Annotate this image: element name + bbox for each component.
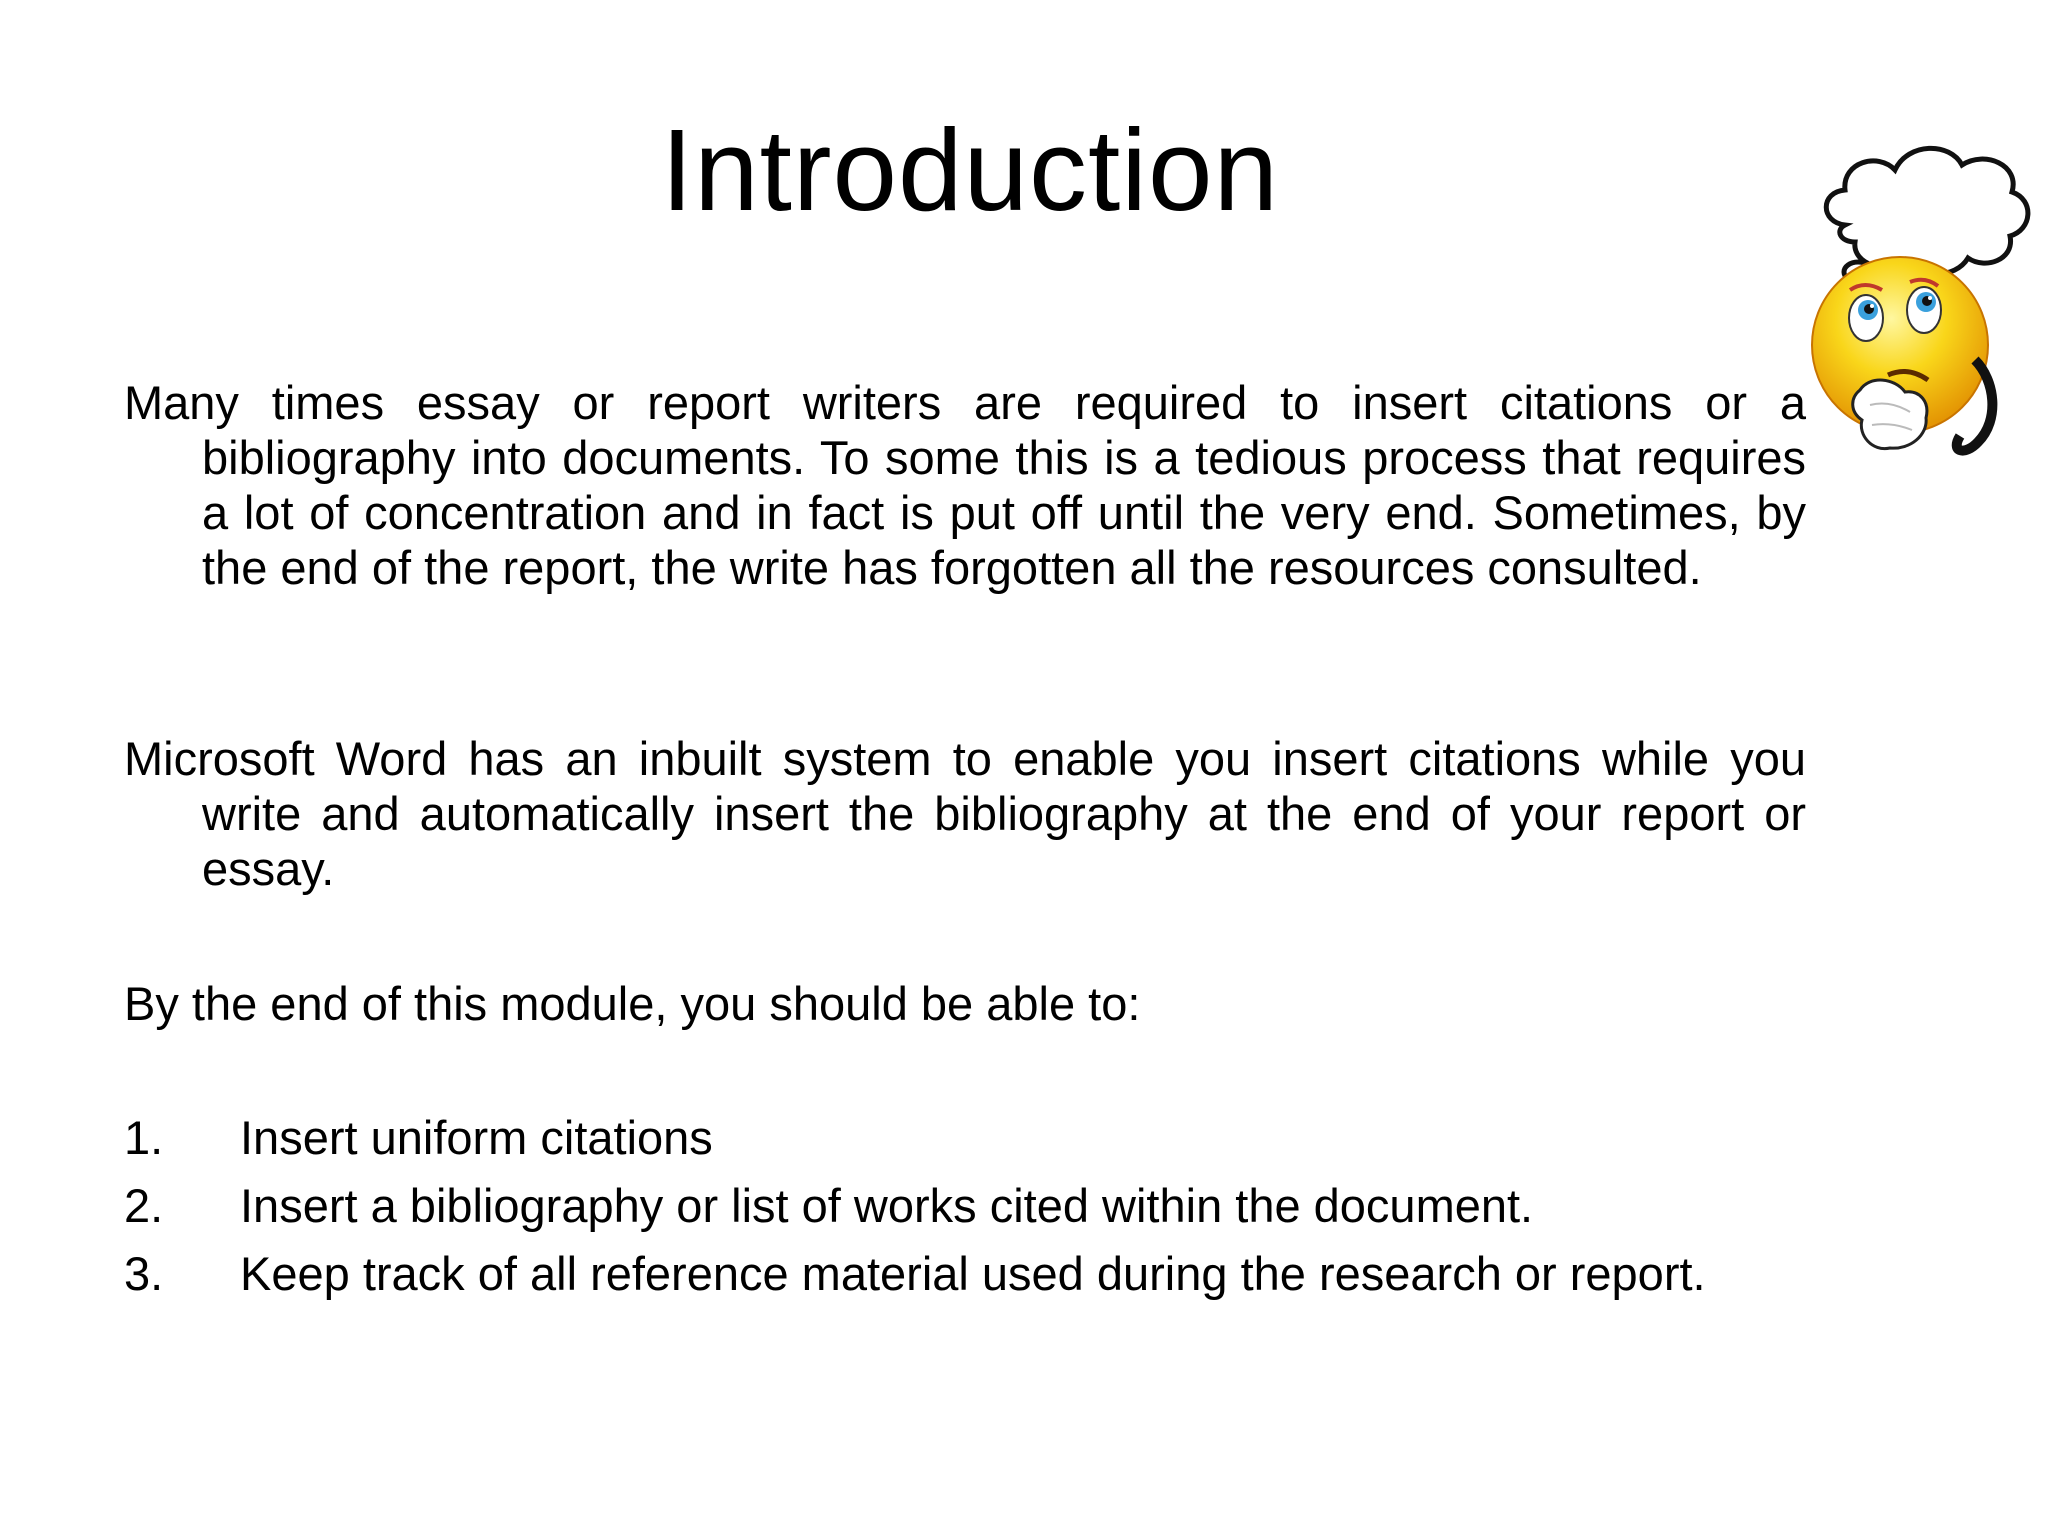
list-item <box>124 1246 1806 1301</box>
objectives-lead-in: By the end of this module, you should be able to: <box>124 977 1141 1030</box>
list-item-text: Insert a bibliography or list of works cited within the document. <box>240 1179 1534 1232</box>
list-item-number: 1. <box>124 1111 164 1164</box>
list-item <box>124 1178 1806 1233</box>
list-item-text: Insert uniform citations <box>240 1111 713 1164</box>
list-item-number: 3. <box>124 1247 164 1300</box>
list-item-text: Keep track of all reference material used during the research or report. <box>240 1247 1706 1300</box>
list-item-number: 2. <box>124 1179 164 1232</box>
list-item <box>124 1110 1806 1165</box>
word-feature-paragraph: Microsoft Word has an inbuilt system to enable you insert citations while you write and automatically insert the bibliography at the end of your report or essay. <box>124 732 1806 895</box>
slide-title: Introduction <box>660 105 1280 235</box>
thinking-smiley-icon <box>1800 130 2040 490</box>
intro-paragraph: Many times essay or report writers are required to insert citations or a bibliography into documents. To some this is a tedious process that requires a lot of concentration and in fact is put off until the very end. Sometimes, by the end of the report, the write has forgotten all the resources consulted. <box>124 376 1806 594</box>
objectives-list <box>124 1110 1806 1314</box>
